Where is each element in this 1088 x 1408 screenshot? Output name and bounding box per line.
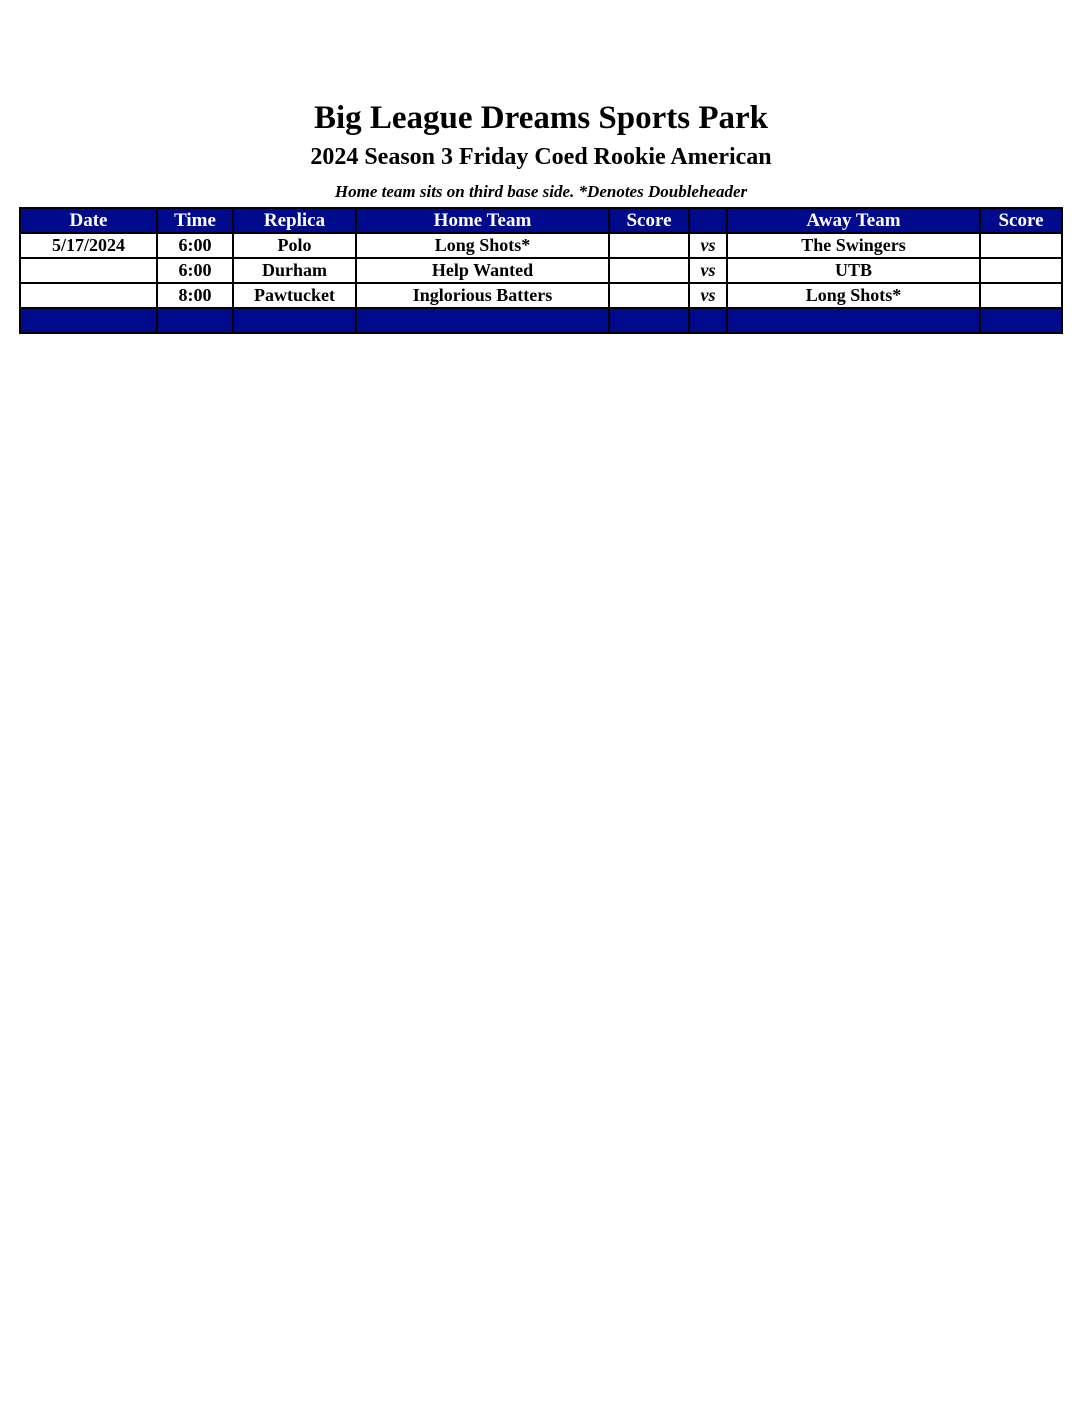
away-score-cell (980, 233, 1062, 258)
home-team-cell: Long Shots* (356, 233, 609, 258)
away-team-cell: UTB (727, 258, 980, 283)
away-score-cell (980, 283, 1062, 308)
table-footer-row (20, 308, 1062, 333)
date-cell: 5/17/2024 (20, 233, 157, 258)
column-header-vs (689, 208, 727, 233)
footer-cell (157, 308, 233, 333)
time-cell: 6:00 (157, 258, 233, 283)
footer-cell (20, 308, 157, 333)
replica-cell: Durham (233, 258, 356, 283)
date-cell (20, 283, 157, 308)
footer-cell (689, 308, 727, 333)
home-score-cell (609, 283, 689, 308)
time-cell: 6:00 (157, 233, 233, 258)
replica-cell: Pawtucket (233, 283, 356, 308)
table-row (20, 283, 1062, 308)
vs-cell: vs (689, 258, 727, 283)
away-score-cell (980, 258, 1062, 283)
page-subtitle: 2024 Season 3 Friday Coed Rookie American (310, 144, 772, 170)
time-cell: 8:00 (157, 283, 233, 308)
replica-cell: Polo (233, 233, 356, 258)
home-score-cell (609, 233, 689, 258)
vs-cell: vs (689, 233, 727, 258)
home-team-cell: Inglorious Batters (356, 283, 609, 308)
page-title: Big League Dreams Sports Park (313, 100, 769, 136)
footer-cell (980, 308, 1062, 333)
away-team-cell: Long Shots* (727, 283, 980, 308)
table-row (20, 258, 1062, 283)
home-team-cell: Help Wanted (356, 258, 609, 283)
doubleheader-note: Home team sits on third base side. *Denotes Doubleheader (334, 182, 748, 201)
column-header-home-team: Home Team (356, 208, 609, 233)
table-header-row (20, 208, 1062, 233)
column-header-home-score: Score (609, 208, 689, 233)
column-header-away-score: Score (980, 208, 1062, 233)
footer-cell (233, 308, 356, 333)
away-team-cell: The Swingers (727, 233, 980, 258)
table-row (20, 233, 1062, 258)
footer-cell (356, 308, 609, 333)
column-header-replica: Replica (233, 208, 356, 233)
column-header-away-team: Away Team (727, 208, 980, 233)
vs-cell: vs (689, 283, 727, 308)
column-header-date: Date (20, 208, 157, 233)
home-score-cell (609, 258, 689, 283)
date-cell (20, 258, 157, 283)
footer-cell (609, 308, 689, 333)
column-header-time: Time (157, 208, 233, 233)
schedule-table (19, 207, 1063, 334)
footer-cell (727, 308, 980, 333)
